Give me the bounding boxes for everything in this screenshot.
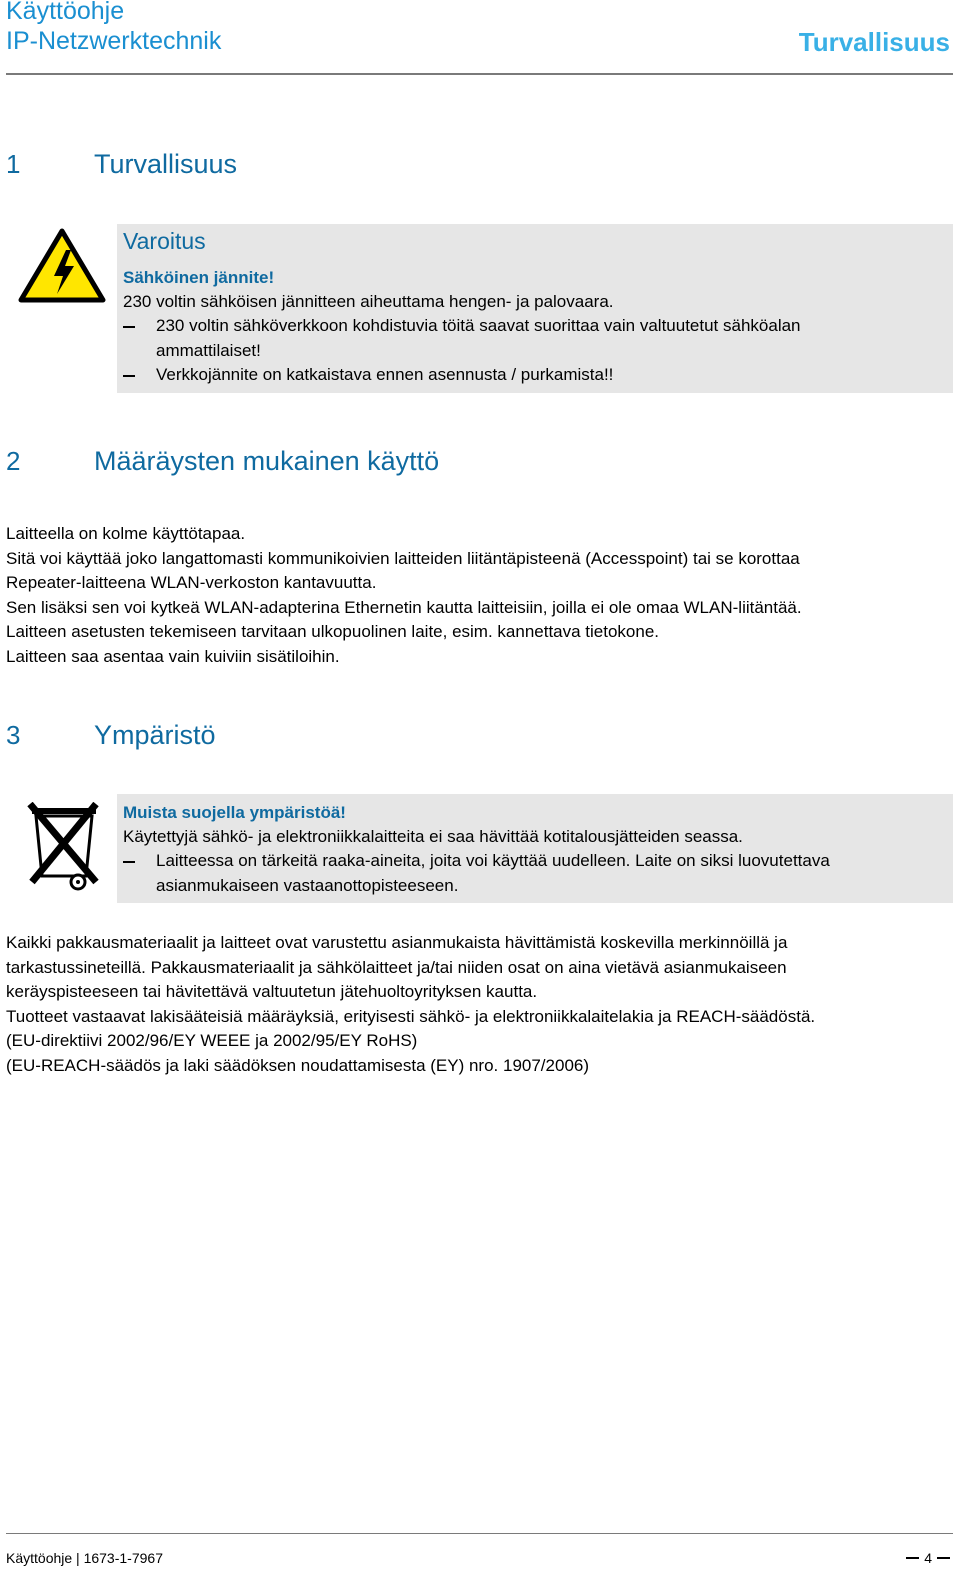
environment-bullet-line-2: asianmukaiseen vastaanottopisteeseen. xyxy=(156,876,459,895)
high-voltage-warning-icon xyxy=(18,228,106,304)
running-section-title: Turvallisuus xyxy=(798,27,950,57)
usage-line: Sitä voi käyttää joko langattomasti kommunikoivien laitteiden liitäntäpisteenä (Accesspoint) tai se korottaa xyxy=(6,548,800,568)
bullet-dash xyxy=(123,326,135,328)
warning-lead: Sähköinen jännite! xyxy=(123,268,275,287)
environment-line: tarkastussineteillä. Pakkausmateriaalit ja sähkölaitteet ja/tai niiden osat on aina vietävä asianmukaiseen xyxy=(6,957,787,977)
warning-text: 230 voltin sähköisen jännitteen aiheuttama hengen- ja palovaara. xyxy=(123,292,614,311)
environment-line: Tuotteet vastaavat lakisääteisiä määräyksiä, erityisesti sähkö- ja elektroniikkalaitelakia ja REACH-säädöstä. xyxy=(6,1006,816,1026)
warning-bullet-1-line-2: ammattilaiset! xyxy=(156,341,261,360)
page-number-dash xyxy=(906,1557,919,1559)
usage-line: Laitteella on kolme käyttötapaa. xyxy=(6,524,246,543)
crossed-out-wheelie-bin-icon xyxy=(26,802,102,892)
section-1-heading: Turvallisuus xyxy=(94,149,238,179)
page-number xyxy=(906,1549,950,1567)
bullet-dash xyxy=(123,375,135,377)
usage-line: Laitteen asetusten tekemiseen tarvitaan ulkopuolinen laite, esim. kannettava tietokone. xyxy=(6,622,660,641)
document-title: Käyttöohje xyxy=(6,0,125,25)
environment-line: (EU-REACH-säädös ja laki säädöksen noudattamisesta (EY) nro. 1907/2006) xyxy=(6,1055,590,1075)
environment-line: keräyspisteeseen tai hävitettävä valtuutetun jätehuoltoyrityksen kautta. xyxy=(6,982,538,1001)
section-2-number: 2 xyxy=(6,446,21,476)
environment-text: Käytettyjä sähkö- ja elektroniikkalaitteita ei saa hävittää kotitalousjätteiden seassa. xyxy=(123,827,743,846)
bullet-dash xyxy=(123,861,135,863)
warning-title: Varoitus xyxy=(123,228,206,254)
environment-paragraph xyxy=(6,931,815,1078)
usage-paragraph xyxy=(6,522,802,669)
page-number-value: 4 xyxy=(924,1550,932,1566)
environment-bullet-line-1: Laitteessa on tärkeitä raaka-aineita, joita voi käyttää uudelleen. Laite on siksi luovutettava xyxy=(156,851,830,870)
footer-divider xyxy=(6,1533,953,1534)
header-divider xyxy=(6,73,953,75)
environment-lead: Muista suojella ympäristöä! xyxy=(123,803,346,822)
environment-box xyxy=(117,794,953,903)
section-3-number: 3 xyxy=(6,720,21,750)
footer-document-id: Käyttöohje | 1673-1-7967 xyxy=(6,1550,163,1566)
warning-bullet-2: Verkkojännite on katkaistava ennen asennusta / purkamista!! xyxy=(156,365,614,384)
usage-line: Repeater-laitteena WLAN-verkoston kantavuutta. xyxy=(6,573,377,592)
usage-line: Sen lisäksi sen voi kytkeä WLAN-adapterina Ethernetin kautta laitteisiin, joilla ei ole omaa WLAN-liitäntää. xyxy=(6,597,802,617)
environment-line: (EU-direktiivi 2002/96/EY WEEE ja 2002/95/EY RoHS) xyxy=(6,1031,418,1050)
usage-line: Laitteen saa asentaa vain kuiviin sisätiloihin. xyxy=(6,646,340,666)
section-3-heading: Ympäristö xyxy=(94,720,216,750)
document-subtitle: IP-Netzwerktechnik xyxy=(6,27,222,55)
environment-line: Kaikki pakkausmateriaalit ja laitteet ovat varustettu asianmukaista hävittämistä koskevilla merkinnöillä ja xyxy=(6,933,788,952)
warning-bullet-1-line-1: 230 voltin sähköverkkoon kohdistuvia töitä saavat suorittaa vain valtuutetut sähköalan xyxy=(156,316,801,335)
page-number-dash xyxy=(937,1557,950,1559)
section-1-number: 1 xyxy=(6,149,21,179)
section-2-heading: Määräysten mukainen käyttö xyxy=(94,446,440,476)
warning-box xyxy=(117,224,953,393)
